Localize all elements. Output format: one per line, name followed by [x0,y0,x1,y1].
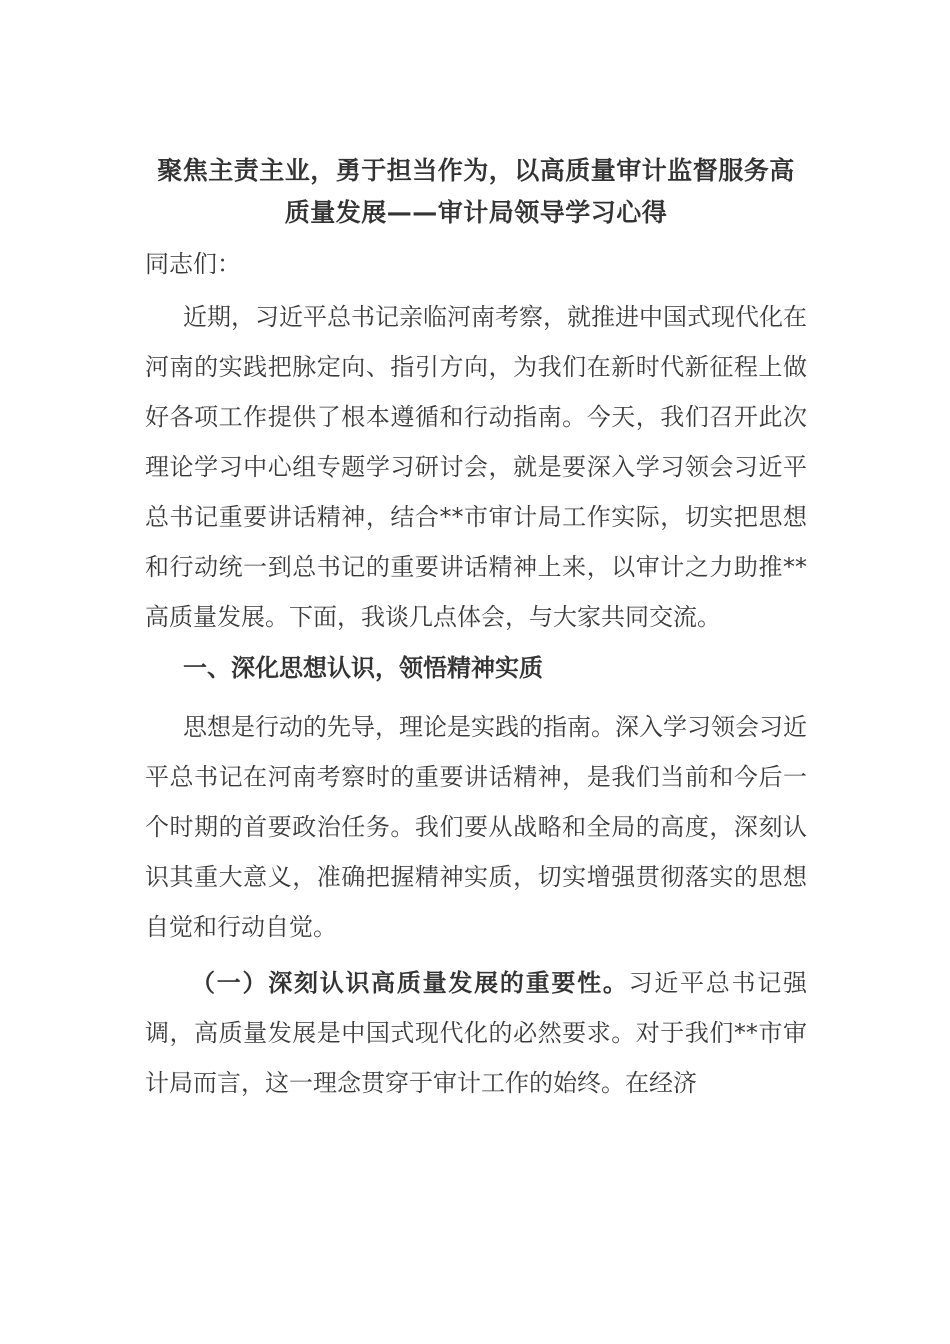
salutation: 同志们： [145,250,241,278]
document-page [145,150,807,1114]
subsection-paragraph [145,958,807,1108]
section-paragraph: 思想是行动的先导，理论是实践的指南。深入学习领会习近平总书记在河南考察时的重要讲话精神，是我们当前和今后一个时期的首要政治任务。我们要从战略和全局的高度，深刻认识其重大意义，准确把握精神实质，切实增强贯彻落实的思想自觉和行动自觉。 [145,713,807,941]
section-heading: 一、深化思想认识，领悟精神实质 [183,654,543,682]
intro-paragraph: 近期，习近平总书记亲临河南考察，就推进中国式现代化在河南的实践把脉定向、指引方向，为我们在新时代新征程上做好各项工作提供了根本遵循和行动指南。今天，我们召开此次理论学习中心组专题学习研讨会，就是要深入学习领会习近平总书记重要讲话精神，结合**市审计局工作实际，切实把思想和行动统一到总书记的重要讲话精神上来，以审计之力助推**高质量发展。下面，我谈几点体会，与大家共同交流。 [145,303,807,631]
subsection-body: 习近平总书记强调，高质量发展是中国式现代化的必然要求。对于我们**市审计局而言，这一理念贯穿于审计工作的始终。在经济 [145,969,808,1097]
subsection-lead: （一）深刻认识高质量发展的重要性。 [191,969,629,997]
document-title: 聚焦主责主业，勇于担当作为，以高质量审计监督服务高质量发展——审计局领导学习心得 [157,156,795,227]
